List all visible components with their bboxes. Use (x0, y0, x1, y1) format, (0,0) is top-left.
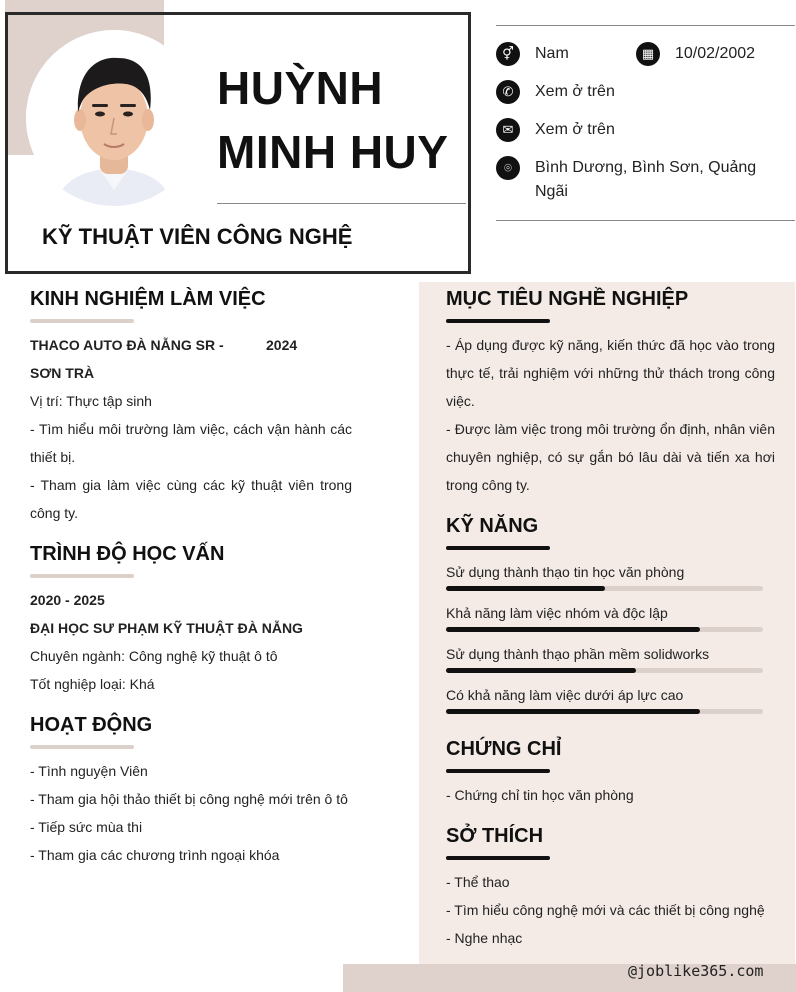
skills-title: KỸ NĂNG (446, 515, 539, 537)
education-years: 2020 - 2025 (30, 592, 105, 608)
portrait-photo (26, 30, 202, 206)
phone-value: Xem ở trên (535, 83, 615, 100)
skill-label: Có khả năng làm việc dưới áp lực cao (446, 687, 684, 703)
experience-position: Vị trí: Thực tập sinh (30, 393, 152, 409)
objective-paragraph-1: - Áp dụng được kỹ năng, kiến thức đã học vào trong thực tế, trải nghiệm với những thử thách trong công việc. (446, 337, 775, 409)
gender-value: Nam (535, 45, 569, 62)
contact-divider-top (496, 25, 795, 26)
name-line-2: MINH HUY (217, 126, 449, 178)
contact-divider-bottom (496, 220, 795, 221)
skill-bar-fill (446, 586, 605, 591)
experience-company: THACO AUTO ĐÀ NẴNG SR - SƠN TRÀ (30, 337, 224, 381)
objective-title: MỤC TIÊU NGHỀ NGHIỆP (446, 288, 689, 310)
skill-bar-fill (446, 709, 700, 714)
education-grade: Tốt nghiệp loại: Khá (30, 676, 155, 692)
experience-task-1: - Tìm hiểu môi trường làm việc, cách vận hành các thiết bị. (30, 421, 352, 465)
objective-paragraph-2: - Được làm việc trong môi trường ổn định, nhân viên chuyên nghiệp, có sự gắn bó lâu dài và tiến xa hơi trong công ty. (446, 421, 775, 493)
address-value: Bình Dương, Bình Sơn, Quảng Ngãi (535, 159, 757, 200)
activity-item: - Tình nguyện Viên (30, 763, 148, 779)
education-school: ĐẠI HỌC SƯ PHẠM KỸ THUẬT ĐÀ NẴNG (30, 620, 303, 636)
skill-bar-track (446, 668, 763, 673)
birthday-value: 10/02/2002 (675, 45, 756, 62)
skills-underline (446, 546, 550, 550)
skill-label: Sử dụng thành thạo tin học văn phòng (446, 564, 685, 580)
skill-bar-track (446, 586, 763, 591)
activity-item: - Tiếp sức mùa thi (30, 819, 143, 835)
location-pin-icon: ⌾ (496, 156, 520, 180)
experience-underline (30, 319, 134, 323)
skill-bar-fill (446, 627, 700, 632)
skill-bar-fill (446, 668, 636, 673)
skill-bar-track (446, 709, 763, 714)
skill-bar-track (446, 627, 763, 632)
experience-year: 2024 (266, 337, 298, 353)
mail-icon: ✉ (496, 118, 520, 142)
education-underline (30, 574, 134, 578)
certificate-item: - Chứng chỉ tin học văn phòng (446, 787, 634, 803)
hobbies-underline (446, 856, 550, 860)
calendar-icon: ▦ (636, 42, 660, 66)
email-value: Xem ở trên (535, 121, 615, 138)
gender-icon: ⚥ (496, 42, 520, 66)
certificates-underline (446, 769, 550, 773)
experience-title: KINH NGHIỆM LÀM VIỆC (30, 288, 266, 310)
activities-title: HOẠT ĐỘNG (30, 714, 153, 736)
watermark-text: @joblike365.com (628, 962, 764, 980)
name-divider (217, 203, 466, 204)
education-major: Chuyên ngành: Công nghệ kỹ thuật ô tô (30, 648, 278, 664)
phone-icon: ✆ (496, 80, 520, 104)
objective-underline (446, 319, 550, 323)
hobby-item: - Tìm hiểu công nghệ mới và các thiết bị công nghệ (446, 902, 765, 918)
name-line-1: HUỲNH (217, 62, 384, 114)
certificates-title: CHỨNG CHỈ (446, 738, 562, 760)
experience-task-2: - Tham gia làm việc cùng các kỹ thuật viên trong công ty. (30, 477, 352, 521)
activity-item: - Tham gia các chương trình ngoại khóa (30, 847, 280, 863)
activities-underline (30, 745, 134, 749)
candidate-name (217, 56, 448, 184)
avatar (26, 30, 202, 206)
skill-label: Sử dụng thành thạo phần mềm solidworks (446, 646, 710, 662)
job-title: KỸ THUẬT VIÊN CÔNG NGHỆ (42, 224, 353, 249)
hobbies-title: SỞ THÍCH (446, 825, 544, 847)
hobby-item: - Thể thao (446, 874, 510, 890)
skill-label: Khả năng làm việc nhóm và độc lập (446, 605, 668, 621)
hobby-item: - Nghe nhạc (446, 930, 523, 946)
activity-item: - Tham gia hội thảo thiết bị công nghệ mới trên ô tô (30, 791, 348, 807)
education-title: TRÌNH ĐỘ HỌC VẤN (30, 543, 225, 565)
